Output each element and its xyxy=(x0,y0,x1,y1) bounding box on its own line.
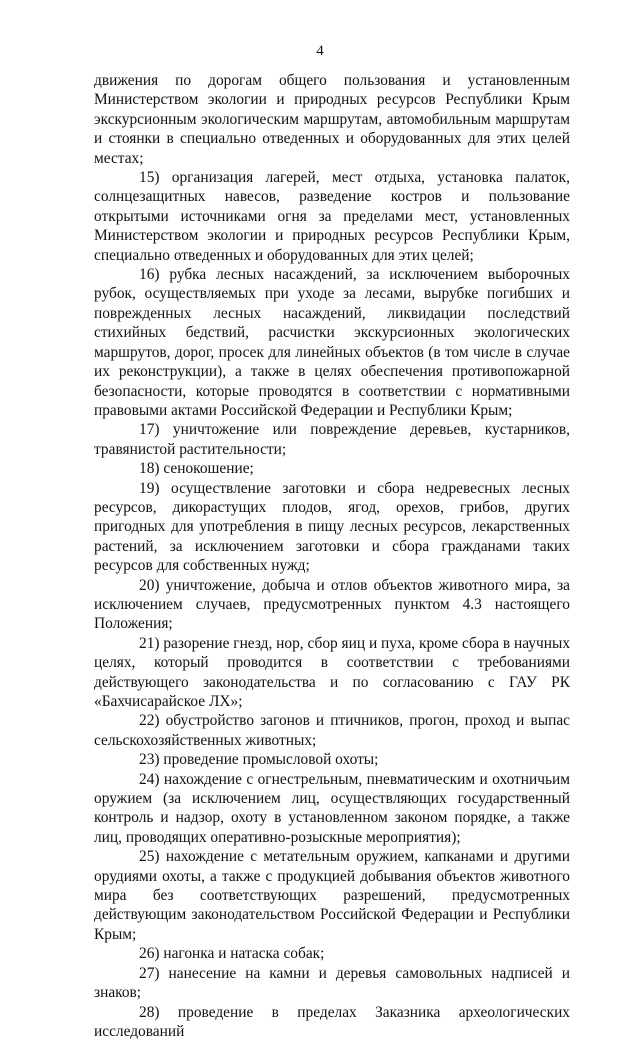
document-body xyxy=(94,71,570,1041)
paragraph-item-26: 26) нагонка и натаска собак; xyxy=(94,944,570,963)
paragraph-item-27: 27) нанесение на камни и деревья самовольных надписей и знаков; xyxy=(94,964,570,1003)
paragraph-item-21: 21) разорение гнезд, нор, сбор яиц и пуха, кроме сбора в научных целях, который проводится в соответствии с требованиями действующего законодательства и по согласованию с ГАУ РК «Бахчисарайское ЛХ»; xyxy=(94,634,570,712)
paragraph-item-18: 18) сенокошение; xyxy=(94,459,570,478)
paragraph-item-25: 25) нахождение с метательным оружием, капканами и другими орудиями охоты, а также с продукцией добывания объектов животного мира без соответствующих разрешений, предусмотренных действующим законодательством Российской Федерации и Республики Крым; xyxy=(94,847,570,944)
paragraph-item-23: 23) проведение промысловой охоты; xyxy=(94,750,570,769)
paragraph-item-19: 19) осуществление заготовки и сбора недревесных лесных ресурсов, дикорастущих плодов, ягод, орехов, грибов, других пригодных для употребления в пищу лесных ресурсов, лекарственных растений, за исключением заготовки и сбора гражданами таких ресурсов для собственных нужд; xyxy=(94,479,570,576)
paragraph-continuation: движения по дорогам общего пользования и установленным Министерством экологии и природных ресурсов Республики Крым экскурсионным экологическим маршрутам, автомобильным маршрутам и стоянки в специально отведенных и оборудованных для этих целей местах; xyxy=(94,71,570,168)
paragraph-item-15: 15) организация лагерей, мест отдыха, установка палаток, солнцезащитных навесов, разведение костров и пользование открытыми источниками огня за пределами мест, установленных Министерством экологии и природных ресурсов Республики Крым, специально отведенных и оборудованных для этих целей; xyxy=(94,168,570,265)
page-number: 4 xyxy=(0,43,640,60)
paragraph-item-22: 22) обустройство загонов и птичников, прогон, проход и выпас сельскохозяйственных животных; xyxy=(94,711,570,750)
paragraph-item-20: 20) уничтожение, добыча и отлов объектов животного мира, за исключением случаев, предусмотренных пунктом 4.3 настоящего Положения; xyxy=(94,576,570,634)
paragraph-item-28: 28) проведение в пределах Заказника археологических исследований xyxy=(94,1003,570,1041)
paragraph-item-17: 17) уничтожение или повреждение деревьев, кустарников, травянистой растительности; xyxy=(94,420,570,459)
paragraph-item-24: 24) нахождение с огнестрельным, пневматическим и охотничьим оружием (за исключением лиц, осуществляющих государственный контроль и надзор, охоту в установленном законом порядке, а также лиц, проводящих оперативно-розыскные мероприятия); xyxy=(94,770,570,848)
paragraph-item-16: 16) рубка лесных насаждений, за исключением выборочных рубок, осуществляемых при уходе за лесами, вырубке погибших и поврежденных лесных насаждений, ликвидации последствий стихийных бедствий, расчистки экскурсионных экологических маршрутов, дорог, просек для линейных объектов (в том числе в случае их реконструкции), а также в целях обеспечения противопожарной безопасности, которые проводятся в соответствии с нормативными правовыми актами Российской Федерации и Республики Крым; xyxy=(94,265,570,420)
